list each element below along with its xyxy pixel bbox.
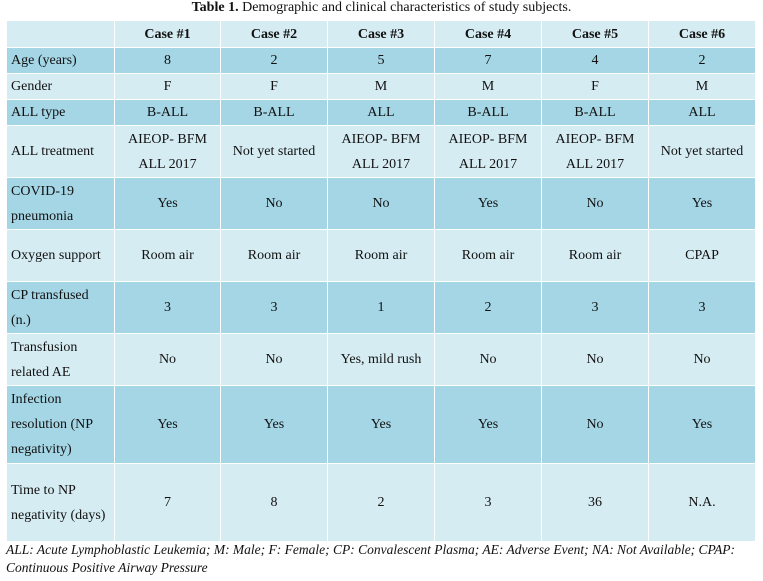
table-cell: B-ALL [542, 100, 649, 126]
table-cell: ALL [328, 100, 435, 126]
table-cell: 3 [542, 282, 649, 334]
table-row [7, 126, 756, 178]
table-cell: 5 [328, 48, 435, 74]
table-cell: No [542, 178, 649, 230]
table-caption [0, 0, 763, 17]
table-footnote: ALL: Acute Lymphoblastic Leukemia; M: Male; F: Female; CP: Convalescent Plasma; AE: Adverse Event; NA: Not Available; CPAP: Continuous Positive Airway Pressure [6, 542, 736, 575]
column-header: Case #4 [435, 21, 542, 48]
header-row [7, 21, 756, 48]
table-cell: AIEOP- BFM ALL 2017 [435, 126, 542, 178]
table-cell: Yes [115, 386, 221, 464]
table-cell: CPAP [649, 230, 756, 282]
row-label: CP transfused (n.) [7, 282, 115, 334]
table-cell: No [649, 334, 756, 386]
table-cell: F [115, 74, 221, 100]
column-header: Case #3 [328, 21, 435, 48]
table-cell: B-ALL [115, 100, 221, 126]
row-label: COVID-19 pneumonia [7, 178, 115, 230]
table-row [7, 464, 756, 542]
table-cell: AIEOP- BFM ALL 2017 [328, 126, 435, 178]
table-cell: No [221, 178, 328, 230]
table-cell: AIEOP- BFM ALL 2017 [115, 126, 221, 178]
column-header: Case #2 [221, 21, 328, 48]
table-row [7, 386, 756, 464]
table-cell: 3 [221, 282, 328, 334]
table-row [7, 100, 756, 126]
row-label: Transfusion related AE [7, 334, 115, 386]
table-cell: Yes [115, 178, 221, 230]
table-cell: Yes [649, 386, 756, 464]
table-cell: Yes, mild rush [328, 334, 435, 386]
table-cell: N.A. [649, 464, 756, 542]
table-cell: Yes [435, 386, 542, 464]
caption-text: Demographic and clinical characteristics of study subjects. [238, 0, 572, 15]
caption-label: Table 1. [191, 0, 239, 15]
table-cell: 2 [649, 48, 756, 74]
table-row [7, 334, 756, 386]
characteristics-table [6, 20, 756, 542]
table-cell: 2 [435, 282, 542, 334]
table-cell: No [435, 334, 542, 386]
table-cell: No [115, 334, 221, 386]
table-cell: M [435, 74, 542, 100]
column-header: Case #5 [542, 21, 649, 48]
table-row [7, 282, 756, 334]
table-cell: Room air [435, 230, 542, 282]
row-label: Time to NP negativity (days) [7, 464, 115, 542]
row-label: Age (years) [7, 48, 115, 74]
column-header: Case #1 [115, 21, 221, 48]
table-cell: 7 [115, 464, 221, 542]
table-cell: Not yet started [649, 126, 756, 178]
table-cell: Room air [115, 230, 221, 282]
table-cell: 8 [221, 464, 328, 542]
column-header: Case #6 [649, 21, 756, 48]
table-cell: 3 [435, 464, 542, 542]
table-cell: M [649, 74, 756, 100]
table-cell: F [542, 74, 649, 100]
table-body [7, 48, 756, 542]
table-cell: B-ALL [221, 100, 328, 126]
table-cell: M [328, 74, 435, 100]
table-cell: 36 [542, 464, 649, 542]
table-cell: Room air [328, 230, 435, 282]
table-cell: 4 [542, 48, 649, 74]
table-cell: 2 [221, 48, 328, 74]
table-row [7, 178, 756, 230]
table-row [7, 230, 756, 282]
table-cell: No [542, 334, 649, 386]
row-label: ALL type [7, 100, 115, 126]
table-row [7, 48, 756, 74]
table-cell: 2 [328, 464, 435, 542]
table-cell: No [221, 334, 328, 386]
table-cell: Not yet started [221, 126, 328, 178]
row-label: Oxygen support [7, 230, 115, 282]
table-row [7, 74, 756, 100]
corner-cell [7, 21, 115, 48]
table-cell: 3 [649, 282, 756, 334]
row-label: Gender [7, 74, 115, 100]
table-cell: 7 [435, 48, 542, 74]
table-cell: 8 [115, 48, 221, 74]
table-cell: AIEOP- BFM ALL 2017 [542, 126, 649, 178]
table-cell: 3 [115, 282, 221, 334]
table-cell: Yes [435, 178, 542, 230]
table-cell: Yes [649, 178, 756, 230]
table-cell: 1 [328, 282, 435, 334]
table-cell: Yes [328, 386, 435, 464]
table-cell: No [542, 386, 649, 464]
table-cell: No [328, 178, 435, 230]
table-cell: B-ALL [435, 100, 542, 126]
row-label: Infection resolution (NP negativity) [7, 386, 115, 464]
table-cell: F [221, 74, 328, 100]
table-cell: Room air [221, 230, 328, 282]
table-cell: Yes [221, 386, 328, 464]
table-cell: Room air [542, 230, 649, 282]
row-label: ALL treatment [7, 126, 115, 178]
table-cell: ALL [649, 100, 756, 126]
